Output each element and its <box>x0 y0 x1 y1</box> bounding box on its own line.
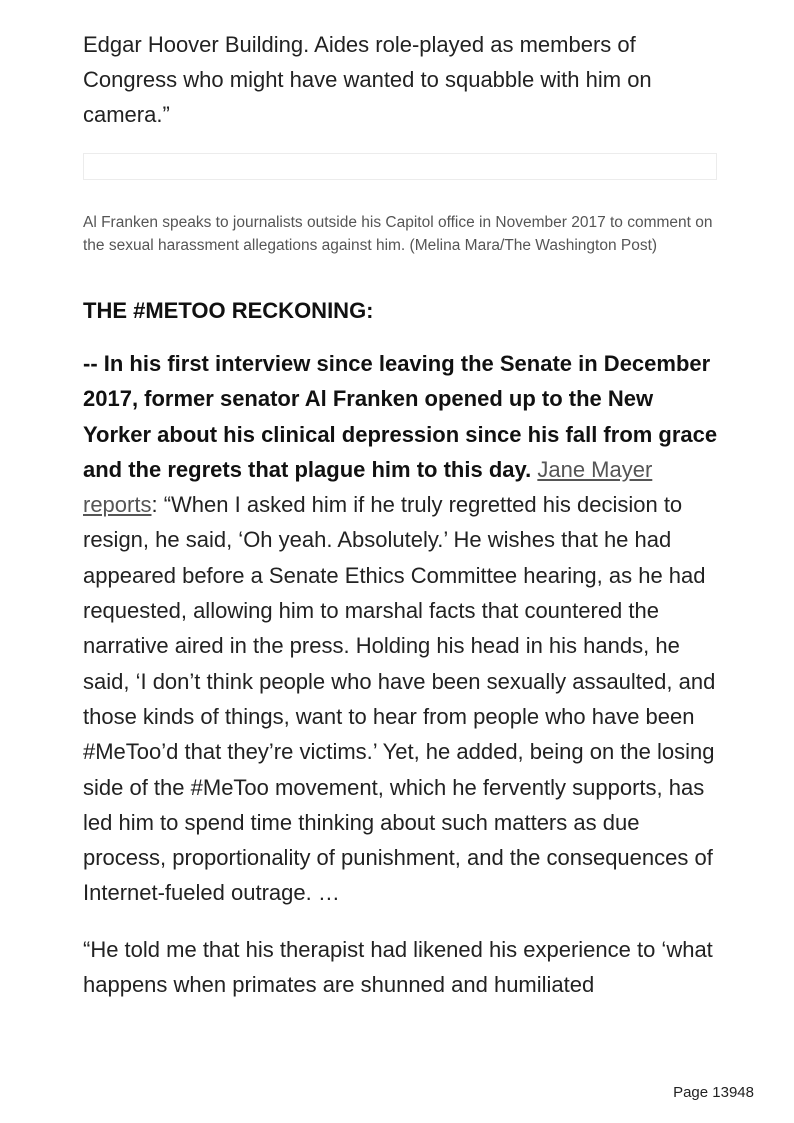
photo-placeholder <box>83 153 717 180</box>
article-content <box>83 0 723 1002</box>
lead-body-text: : “When I asked him if he truly regretted his decision to resign, he said, ‘Oh yeah. Absolutely.’ He wishes that he had appeared before a Senate Ethics Committee hearing, as he had requested, allowing him to marshal facts that countered the narrative aired in the press. Holding his head in his hands, he said, ‘I don’t think people who have been sexually assaulted, and those kinds of things, want to hear from people who have been #MeToo’d that they’re victims.’ Yet, he added, being on the losing side of the #MeToo movement, which he fervently supports, has led him to spend time thinking about such matters as due process, proportionality of punishment, and the consequences of Internet-fueled outrage. … <box>83 492 716 906</box>
jane-mayer-link[interactable]: Jane Mayer reports <box>83 456 653 518</box>
second-paragraph: “He told me that his therapist had likened his experience to ‘what happens when primates are shunned and humiliated <box>83 936 713 997</box>
intro-paragraph: Edgar Hoover Building. Aides role-played as members of Congress who might have wanted to squabble with him on camera.” <box>83 32 652 127</box>
page-number: Page 13948 <box>673 1084 754 1101</box>
photo-caption: Al Franken speaks to journalists outside his Capitol office in November 2017 to comment on the sexual harassment allegations against him. (Melina Mara/The Washington Post) <box>83 214 713 254</box>
section-heading: THE #METOO RECKONING: <box>83 298 374 323</box>
lead-paragraph <box>83 346 723 911</box>
lead-bold-text: -- In his first interview since leaving the Senate in December 2017, former senator Al Franken opened up to the New Yorker about his clinical depression since his fall from grace and the regrets that plague him to this day. <box>83 351 718 482</box>
